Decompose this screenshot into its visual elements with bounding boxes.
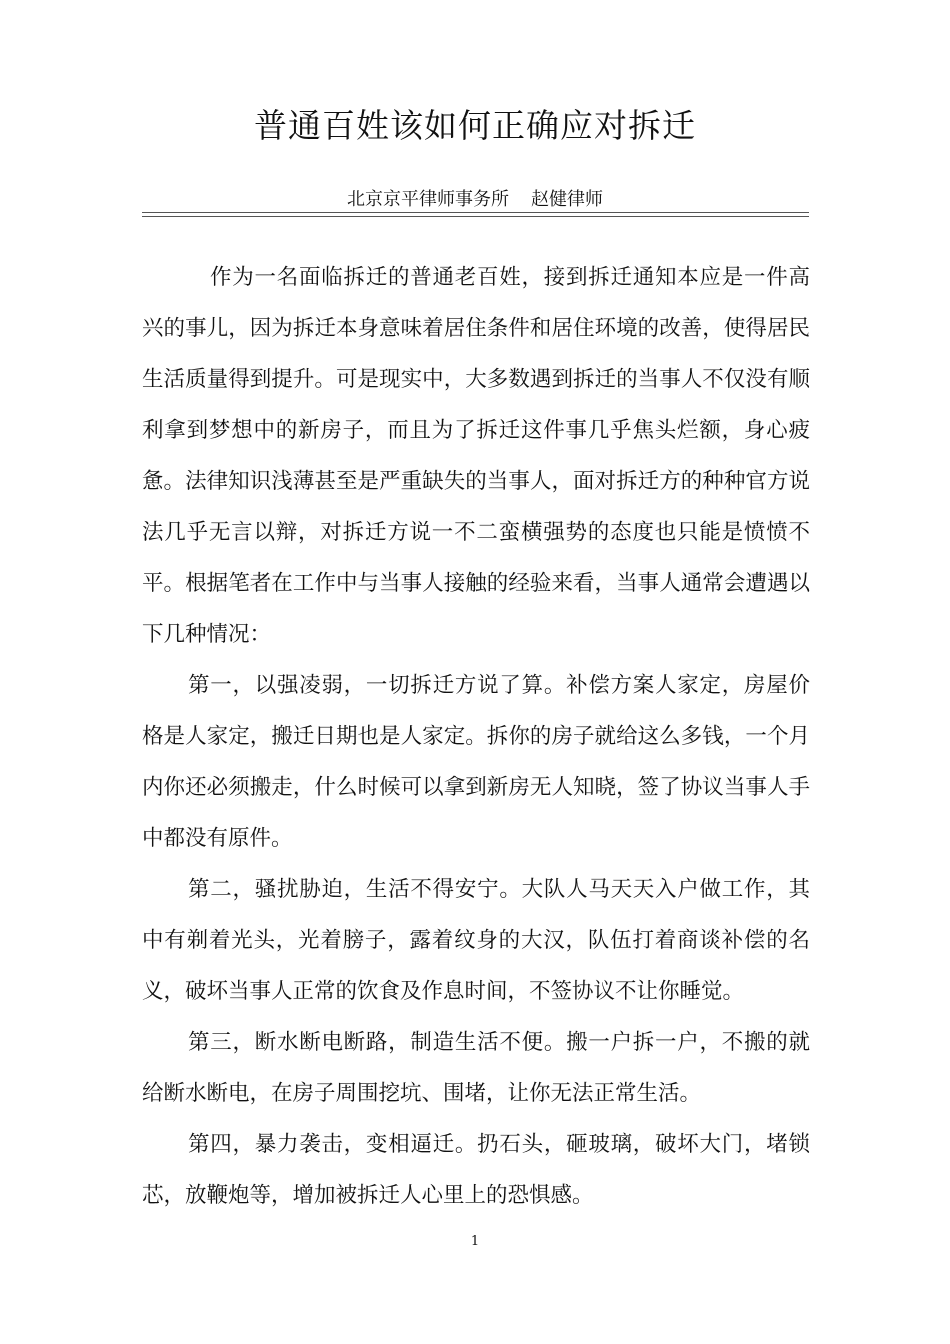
header-rule-top — [142, 212, 809, 213]
paragraph-point-4: 第四，暴力袭击，变相逼迁。扔石头，砸玻璃，破坏大门，堵锁芯，放鞭炮等，增加被拆迁人心里上的恐惧感。 — [142, 1132, 810, 1208]
byline — [0, 186, 950, 214]
paragraph-intro: 作为一名面临拆迁的普通老百姓，接到拆迁通知本应是一件高兴的事儿，因为拆迁本身意味着居住条件和居住环境的改善，使得居民生活质量得到提升。可是现实中，大多数遇到拆迁的当事人不仅没有顺利拿到梦想中的新房子，而且为了拆迁这件事几乎焦头烂额，身心疲惫。法律知识浅薄甚至是严重缺失的当事人，面对拆迁方的种种官方说法几乎无言以辩，对拆迁方说一不二蛮横强势的态度也只能是愤愤不平。根据笔者在工作中与当事人接触的经验来看，当事人通常会遭遇以下几种情况： — [142, 265, 810, 647]
paragraph-point-1: 第一，以强凌弱，一切拆迁方说了算。补偿方案人家定，房屋价格是人家定，搬迁日期也是人家定。拆你的房子就给这么多钱，一个月内你还必须搬走，什么时候可以拿到新房无人知晓，签了协议当事人手中都没有原件。 — [142, 673, 810, 851]
law-firm-name: 北京京平律师事务所 — [347, 189, 509, 210]
author-name: 赵健律师 — [531, 189, 603, 210]
page-number: 1 — [470, 1234, 480, 1249]
paragraph-point-3: 第三，断水断电断路，制造生活不便。搬一户拆一户，不搬的就给断水断电，在房子周围挖坑、围堵，让你无法正常生活。 — [142, 1030, 810, 1106]
article-body — [142, 252, 810, 1221]
header-rule-bottom — [142, 216, 809, 217]
document-title: 普通百姓该如何正确应对拆迁 — [254, 106, 696, 145]
paragraph-point-2: 第二，骚扰胁迫，生活不得安宁。大队人马天天入户做工作，其中有剃着光头，光着膀子，露着纹身的大汉，队伍打着商谈补偿的名义，破坏当事人正常的饮食及作息时间，不签协议不让你睡觉。 — [142, 877, 810, 1004]
